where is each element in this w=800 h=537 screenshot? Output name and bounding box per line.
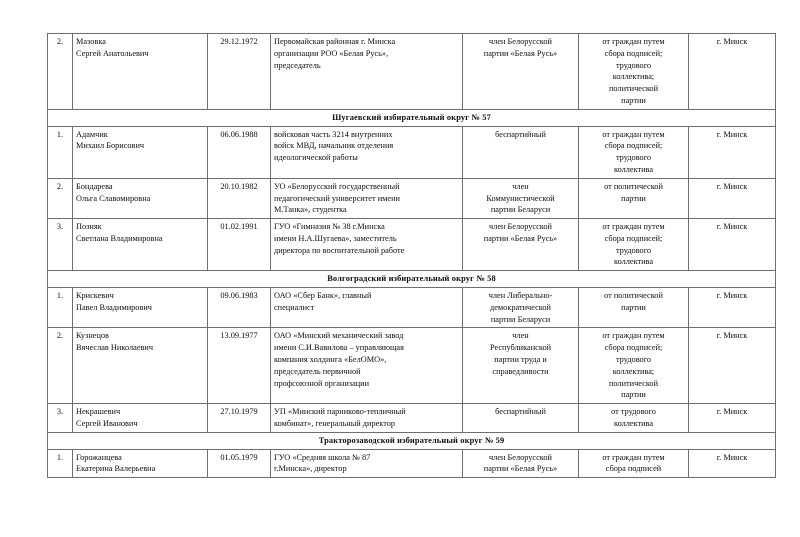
cell-date-of-birth: 29.12.1972: [208, 34, 271, 110]
cell-workplace-position: [271, 328, 463, 404]
cell-workplace-position-line: ОАО «Сбер Банк», главный: [274, 291, 372, 301]
cell-full-name: [73, 126, 208, 178]
cell-party-affiliation: [463, 288, 579, 328]
cell-full-name: [73, 328, 208, 404]
cell-nominated-by-line: от граждан путем: [602, 37, 665, 46]
section-title: Шугаевский избирательный округ № 57: [48, 109, 776, 126]
cell-residence-line: г. Минск: [716, 129, 748, 139]
cell-nominated-by-line: от политической: [604, 181, 663, 191]
cell-workplace-position-line: войск МВД, начальник отделения: [274, 141, 394, 151]
cell-residence-line: г. Минск: [716, 291, 748, 301]
cell-workplace-position: [271, 404, 463, 433]
cell-date-of-birth: 13.09.1977: [208, 328, 271, 404]
cell-party-affiliation-line: демократической: [490, 302, 551, 312]
table-row: [48, 288, 776, 328]
cell-nominated-by-line: коллектива;: [612, 72, 655, 82]
cell-nominated-by-line: от граждан путем: [602, 222, 665, 232]
cell-workplace-position: [271, 126, 463, 178]
cell-residence-line: г. Минск: [716, 331, 748, 341]
table-row: [48, 449, 776, 478]
cell-party-affiliation: [463, 404, 579, 433]
section-title: Волгоградский избирательный округ № 58: [48, 271, 776, 288]
cell-nominated-by-line: партии: [621, 95, 646, 105]
cell-nominated-by-line: коллектива: [613, 257, 654, 267]
section-header-row: [48, 432, 776, 449]
cell-workplace-position-line: Первомайская районная г. Минска: [274, 37, 396, 46]
cell-residence: [689, 178, 776, 218]
cell-nominated-by-line: сбора подписей;: [604, 141, 663, 151]
cell-party-affiliation: [463, 219, 579, 271]
cell-residence: [689, 328, 776, 404]
cell-full-name-line: Павел Владимирович: [76, 302, 152, 312]
cell-workplace-position-line: имени С.И.Вавилова – управляющая: [274, 343, 404, 353]
cell-full-name-line: Бондарева: [76, 181, 113, 191]
cell-residence-line: г. Минск: [716, 37, 748, 46]
cell-date-of-birth: 01.02.1991: [208, 219, 271, 271]
cell-party-affiliation-line: член Белорусской: [489, 222, 552, 232]
cell-workplace-position-line: идеологической работы: [274, 153, 358, 163]
cell-nominated-by-line: коллектива;: [612, 366, 655, 376]
cell-residence: [689, 219, 776, 271]
cell-full-name-line: Светлана Владимировна: [76, 233, 163, 243]
cell-date-of-birth: 20.10.1982: [208, 178, 271, 218]
cell-nominated-by: [579, 404, 689, 433]
cell-party-affiliation-line: партии Беларуси: [490, 205, 551, 215]
cell-party-affiliation-line: беспартийный: [495, 129, 546, 139]
table-row: [48, 126, 776, 178]
cell-full-name-line: Михаил Борисович: [76, 141, 145, 151]
cell-number: 2.: [48, 328, 73, 404]
cell-nominated-by: [579, 34, 689, 110]
cell-nominated-by-line: от граждан путем: [602, 331, 665, 341]
cell-full-name: [73, 178, 208, 218]
cell-party-affiliation-line: член Либерально-: [488, 291, 553, 301]
cell-number: 1.: [48, 449, 73, 478]
cell-nominated-by-line: политической: [608, 84, 659, 94]
cell-number: 2.: [48, 178, 73, 218]
cell-workplace-position: [271, 34, 463, 110]
section-title: Тракторозаводской избирательный округ № 59: [48, 432, 776, 449]
cell-date-of-birth: 09.06.1983: [208, 288, 271, 328]
cell-nominated-by-line: трудового: [615, 60, 652, 70]
cell-workplace-position-line: г.Минска», директор: [274, 464, 347, 474]
cell-nominated-by-line: партии: [621, 193, 646, 203]
cell-nominated-by-line: трудового: [615, 355, 652, 365]
cell-full-name-line: Сергей Иванович: [76, 418, 138, 428]
cell-workplace-position-line: ГУО «Гимназия № 38 г.Минска: [274, 222, 385, 232]
cell-nominated-by: [579, 178, 689, 218]
cell-party-affiliation-line: партии труда и: [494, 355, 547, 365]
cell-workplace-position-line: ГУО «Средняя школа № 87: [274, 452, 371, 462]
cell-party-affiliation: [463, 449, 579, 478]
cell-full-name: [73, 34, 208, 110]
cell-workplace-position-line: компания холдинга «БелОМО»,: [274, 355, 387, 365]
cell-workplace-position-line: М.Танка», студентка: [274, 205, 347, 215]
table-body: [48, 34, 776, 478]
cell-workplace-position-line: председатель первичной: [274, 366, 361, 376]
cell-workplace-position-line: директора по воспитательной работе: [274, 245, 405, 255]
cell-nominated-by-line: трудового: [615, 153, 652, 163]
cell-residence-line: г. Минск: [716, 452, 748, 462]
cell-workplace-position-line: профсоюзной организации: [274, 378, 370, 388]
table-row: [48, 178, 776, 218]
cell-workplace-position-line: комбинат», генеральный директор: [274, 418, 396, 428]
cell-workplace-position-line: УО «Белорусский государственный: [274, 181, 400, 191]
cell-full-name-line: Мазовка: [76, 37, 106, 46]
cell-nominated-by-line: коллектива: [613, 164, 654, 174]
cell-full-name: [73, 219, 208, 271]
cell-nominated-by-line: от граждан путем: [602, 452, 665, 462]
cell-full-name-line: Некрашевич: [76, 407, 121, 417]
cell-party-affiliation-line: партии «Белая Русь»: [483, 233, 558, 243]
cell-nominated-by-line: от граждан путем: [602, 129, 665, 139]
candidate-registration-table: [47, 33, 776, 478]
cell-full-name: [73, 449, 208, 478]
cell-party-affiliation-line: беспартийный: [495, 407, 546, 417]
cell-party-affiliation: [463, 178, 579, 218]
cell-nominated-by-line: политической: [608, 378, 659, 388]
cell-nominated-by-line: от трудового: [611, 407, 656, 417]
cell-party-affiliation-line: член Белорусской: [489, 452, 552, 462]
cell-residence: [689, 288, 776, 328]
cell-nominated-by: [579, 219, 689, 271]
cell-full-name: [73, 288, 208, 328]
cell-nominated-by-line: сбора подписей;: [604, 48, 663, 58]
cell-nominated-by-line: партии: [621, 390, 646, 400]
cell-nominated-by: [579, 328, 689, 404]
cell-party-affiliation: [463, 34, 579, 110]
cell-party-affiliation-line: партии «Белая Русь»: [483, 48, 558, 58]
table-row: [48, 219, 776, 271]
cell-party-affiliation-line: член: [512, 331, 529, 341]
cell-nominated-by-line: коллектива: [613, 418, 654, 428]
cell-nominated-by-line: партии: [621, 302, 646, 312]
cell-workplace-position-line: специалист: [274, 302, 315, 312]
cell-workplace-position: [271, 219, 463, 271]
cell-residence-line: г. Минск: [716, 407, 748, 417]
cell-residence: [689, 126, 776, 178]
cell-workplace-position-line: войсковая часть 3214 внутренних: [274, 129, 393, 139]
cell-residence-line: г. Минск: [716, 181, 748, 191]
cell-party-affiliation-line: справедливости: [492, 366, 549, 376]
cell-full-name: [73, 404, 208, 433]
cell-residence: [689, 34, 776, 110]
cell-workplace-position: [271, 449, 463, 478]
cell-number: 1.: [48, 126, 73, 178]
cell-full-name-line: Сергей Анатольевич: [76, 48, 149, 58]
cell-full-name-line: Екатерина Валерьевна: [76, 464, 156, 474]
cell-workplace-position-line: УП «Минский парниково-тепличный: [274, 407, 406, 417]
cell-party-affiliation-line: член Белорусской: [489, 37, 552, 46]
cell-nominated-by-line: сбора подписей;: [604, 233, 663, 243]
cell-nominated-by: [579, 126, 689, 178]
table-row: [48, 328, 776, 404]
cell-number: 2.: [48, 34, 73, 110]
cell-party-affiliation-line: член: [512, 181, 529, 191]
cell-number: 3.: [48, 219, 73, 271]
cell-workplace-position-line: имени Н.А.Шугаева», заместитель: [274, 233, 397, 243]
cell-workplace-position-line: ОАО «Минский механический завод: [274, 331, 404, 341]
cell-number: 3.: [48, 404, 73, 433]
cell-nominated-by: [579, 288, 689, 328]
cell-nominated-by: [579, 449, 689, 478]
cell-party-affiliation-line: Республиканской: [489, 343, 552, 353]
table-row: [48, 404, 776, 433]
cell-residence: [689, 404, 776, 433]
cell-party-affiliation: [463, 328, 579, 404]
cell-number: 1.: [48, 288, 73, 328]
cell-date-of-birth: 27.10.1979: [208, 404, 271, 433]
cell-party-affiliation-line: партии «Белая Русь»: [483, 464, 558, 474]
cell-party-affiliation-line: партии Беларуси: [490, 314, 551, 324]
table-row: [48, 34, 776, 110]
cell-nominated-by-line: трудового: [615, 245, 652, 255]
section-header-row: [48, 271, 776, 288]
cell-nominated-by-line: от политической: [604, 291, 663, 301]
cell-workplace-position-line: организации РОО «Белая Русь»,: [274, 48, 389, 58]
cell-residence: [689, 449, 776, 478]
cell-party-affiliation: [463, 126, 579, 178]
cell-full-name-line: Вячеслав Николаевич: [76, 343, 154, 353]
cell-date-of-birth: 06.06.1988: [208, 126, 271, 178]
cell-full-name-line: Кузнецов: [76, 331, 109, 341]
cell-nominated-by-line: сбора подписей: [605, 464, 662, 474]
cell-party-affiliation-line: Коммунистической: [486, 193, 555, 203]
cell-full-name-line: Адамчик: [76, 129, 108, 139]
cell-nominated-by-line: сбора подписей;: [604, 343, 663, 353]
cell-workplace-position-line: председатель: [274, 60, 321, 70]
cell-workplace-position: [271, 178, 463, 218]
cell-workplace-position-line: педагогический университет имени: [274, 193, 400, 203]
cell-full-name-line: Крискевич: [76, 291, 114, 301]
cell-date-of-birth: 01.05.1979: [208, 449, 271, 478]
section-header-row: [48, 109, 776, 126]
cell-full-name-line: Горожанцева: [76, 452, 122, 462]
cell-workplace-position: [271, 288, 463, 328]
cell-full-name-line: Позняк: [76, 222, 102, 232]
cell-full-name-line: Ольга Славомировна: [76, 193, 151, 203]
cell-residence-line: г. Минск: [716, 222, 748, 232]
